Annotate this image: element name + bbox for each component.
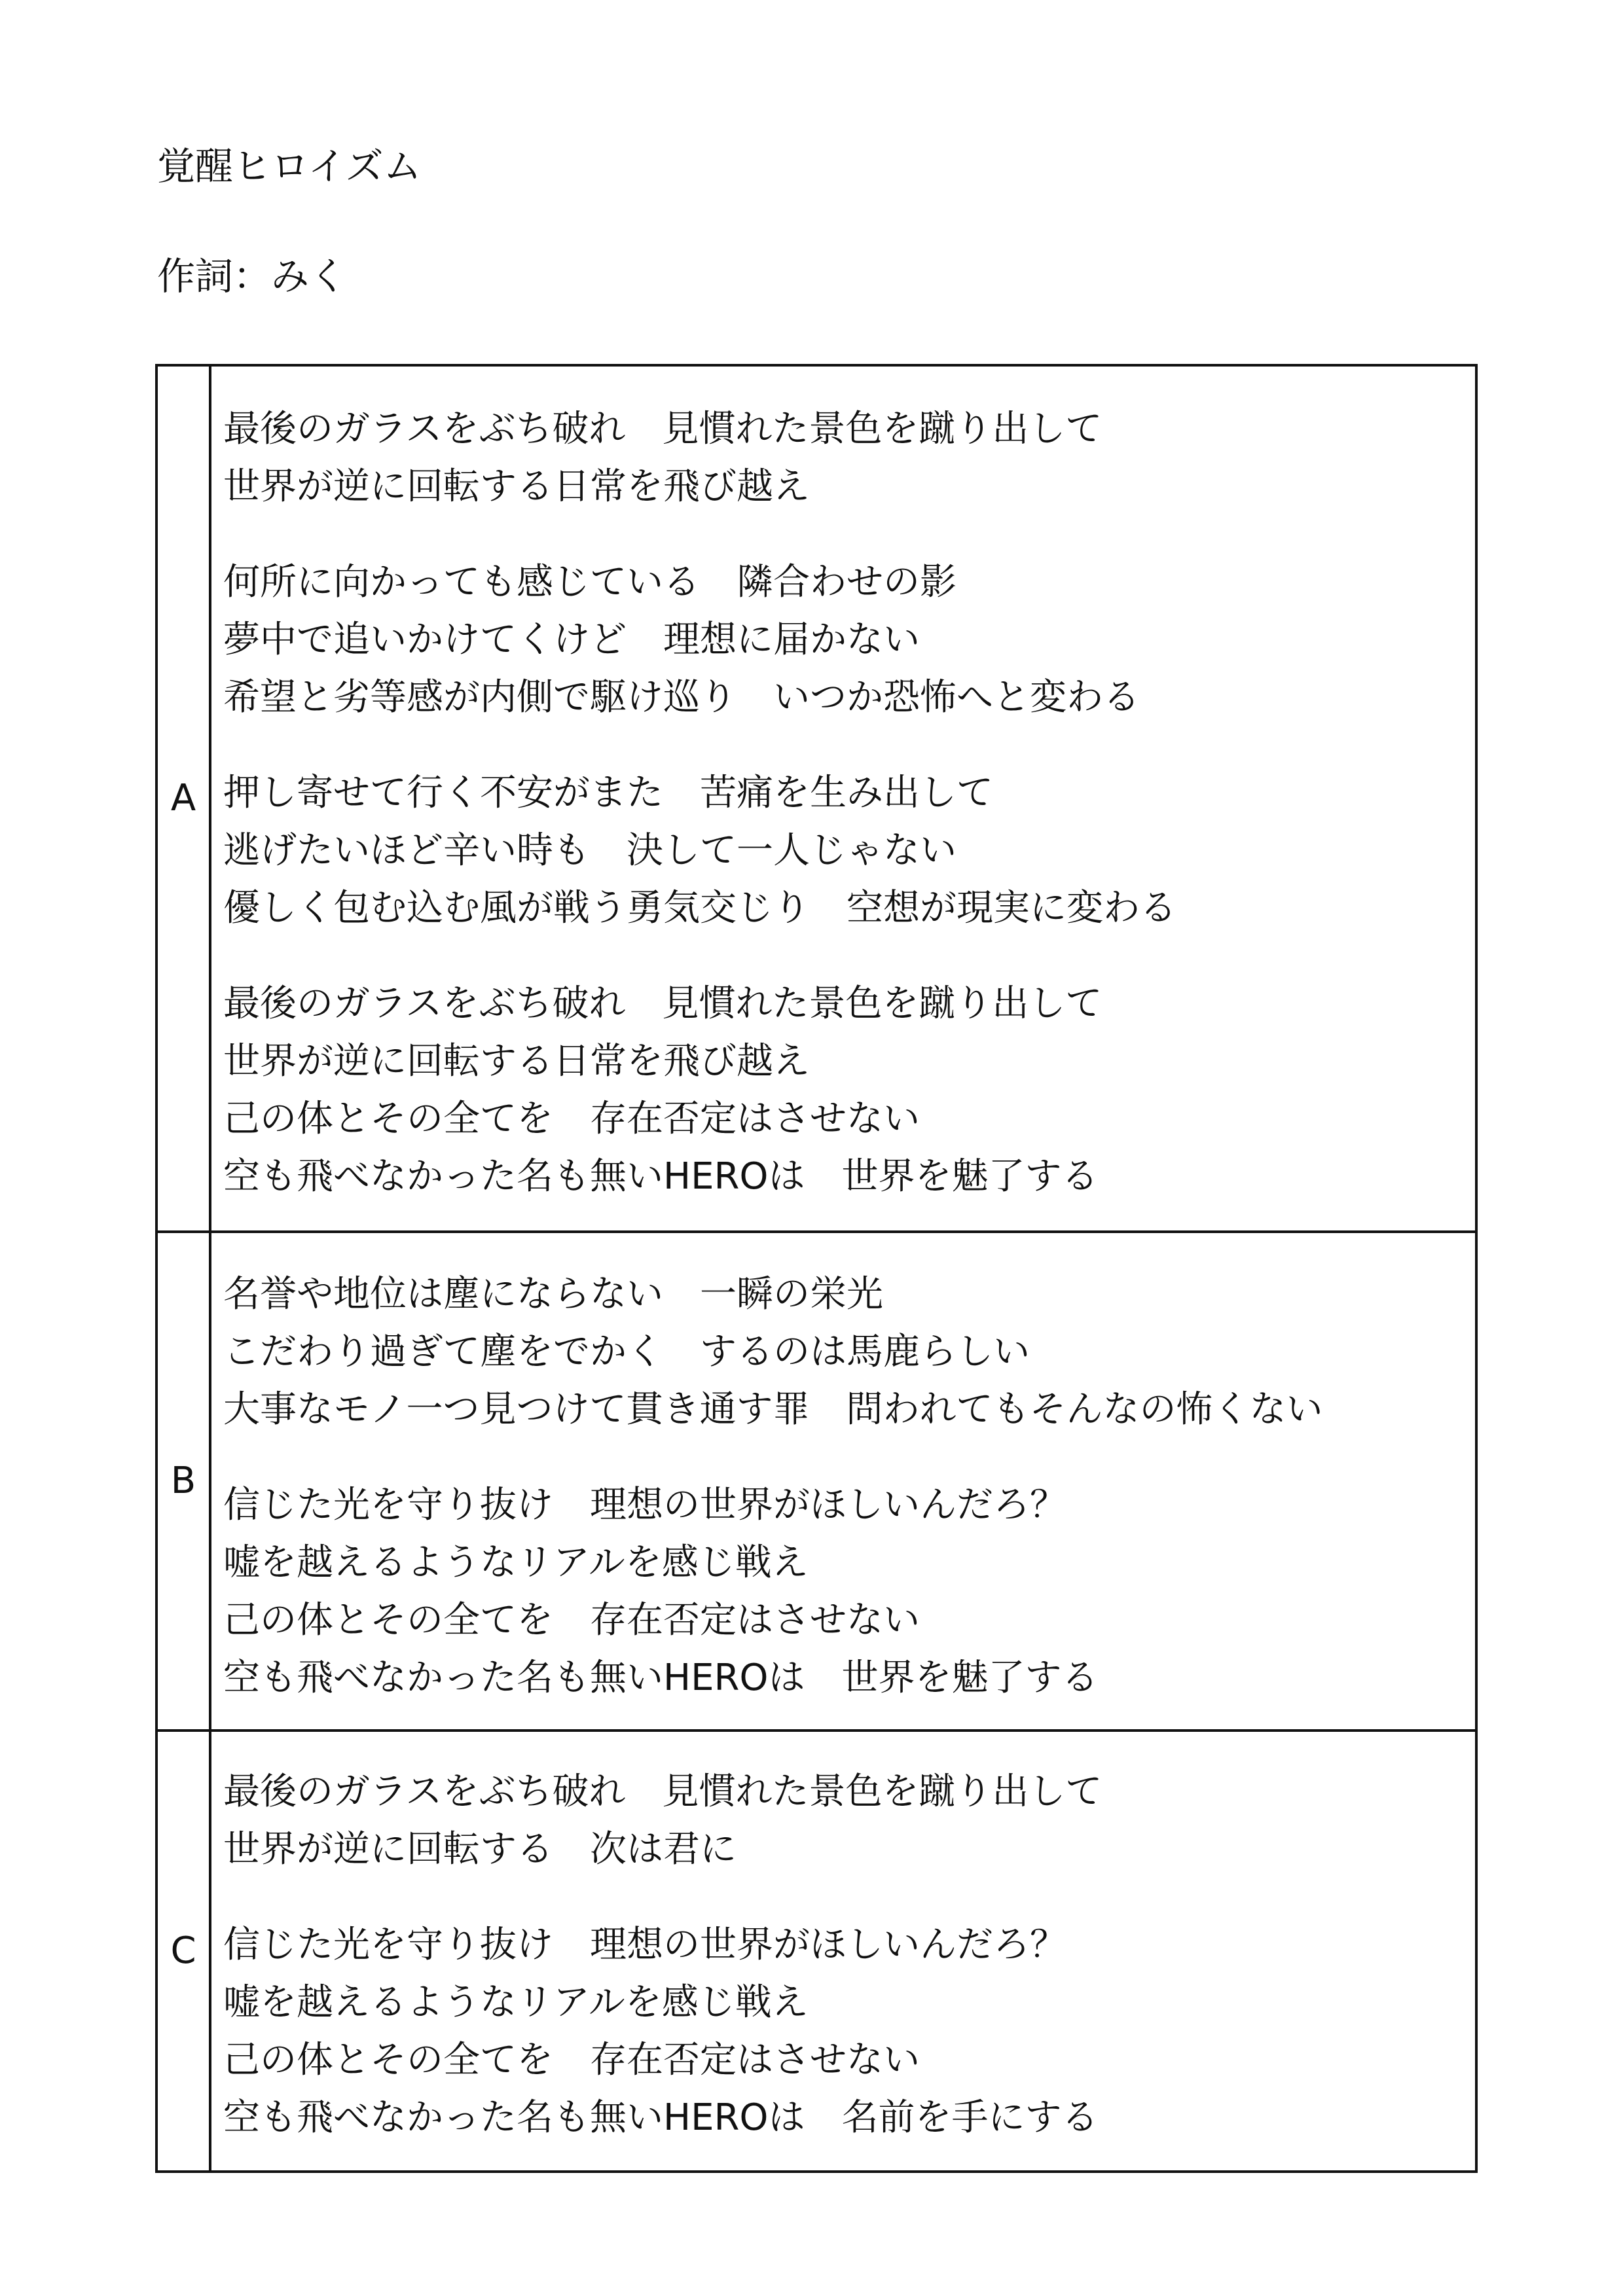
section-lyrics [211, 367, 1475, 1230]
lyric-line: こだわり過ぎて塵をでかく するのは馬鹿らしい [223, 1331, 1030, 1373]
lyric-line: 何所に向かっても感じている 隣合わせの影 [223, 561, 957, 603]
lyric-line: 押し寄せて行く不安がまた 苦痛を生み出して [223, 772, 993, 814]
section-lyrics [211, 1732, 1475, 2170]
lyric-line: 己の体とその全てを 存在否定はさせない [223, 2039, 920, 2081]
lyric-line: 最後のガラスをぶち破れ 見慣れた景色を蹴り出して [223, 408, 1103, 450]
section-label: C [158, 1732, 211, 2170]
lyric-line: 最後のガラスをぶち破れ 見慣れた景色を蹴り出して [223, 982, 1103, 1025]
lyric-line: 嘘を越えるようなリアルを感じ戦え [223, 1981, 809, 2024]
lyric-line: 信じた光を守り抜け 理想の世界がほしいんだろ？ [223, 1924, 1067, 1966]
lyric-line: 己の体とその全てを 存在否定はさせない [223, 1599, 920, 1641]
section-lyrics [211, 1233, 1475, 1729]
section-b [158, 1230, 1475, 1729]
page-title: 覚醒ヒロイズム [157, 144, 422, 188]
lyric-line: 空も飛べなかった名も無いHEROは 名前を手にする [223, 2096, 1099, 2139]
stanza [223, 975, 1462, 1206]
lyric-line: 空も飛べなかった名も無いHEROは 世界を魅了する [223, 1657, 1099, 1699]
stanza [223, 554, 1462, 726]
lyric-line: 世界が逆に回転する 次は君に [223, 1828, 737, 1871]
lyric-line: 世界が逆に回転する日常を飛び越え [223, 465, 810, 508]
stanza [223, 1477, 1462, 1707]
stanza [223, 401, 1462, 516]
lyrics-table [155, 364, 1478, 2173]
lyric-line: 世界が逆に回転する日常を飛び越え [223, 1040, 810, 1083]
section-c [158, 1729, 1475, 2170]
lyric-line: 優しく包む込む風が戦う勇気交じり 空想が現実に変わる [223, 887, 1176, 929]
stanza [223, 1266, 1462, 1439]
section-label: B [158, 1233, 211, 1729]
section-a [158, 367, 1475, 1230]
lyric-line: 己の体とその全てを 存在否定はさせない [223, 1098, 920, 1140]
lyric-line: 信じた光を守り抜け 理想の世界がほしいんだろ？ [223, 1484, 1067, 1526]
lyric-line: 夢中で追いかけてくけど 理想に届かない [223, 619, 920, 661]
section-label: A [158, 367, 211, 1230]
lyric-line: 逃げたいほど辛い時も 決して一人じゃない [223, 829, 957, 872]
lyric-line: 嘘を越えるようなリアルを感じ戦え [223, 1541, 809, 1584]
lyric-line: 大事なモノ一つ見つけて貫き通す罪 問われてもそんなの怖くない [223, 1388, 1323, 1431]
stanza [223, 1916, 1462, 2147]
stanza [223, 1763, 1462, 1878]
lyric-line: 名誉や地位は塵にならない 一瞬の栄光 [223, 1273, 883, 1316]
stanza [223, 764, 1462, 937]
lyric-line: 最後のガラスをぶち破れ 見慣れた景色を蹴り出して [223, 1770, 1103, 1813]
lyric-line: 希望と劣等感が内側で駆け巡り いつか恐怖へと変わる [223, 676, 1140, 719]
lyricist-credit: 作詞：みく [157, 254, 348, 298]
lyric-line: 空も飛べなかった名も無いHEROは 世界を魅了する [223, 1155, 1099, 1198]
